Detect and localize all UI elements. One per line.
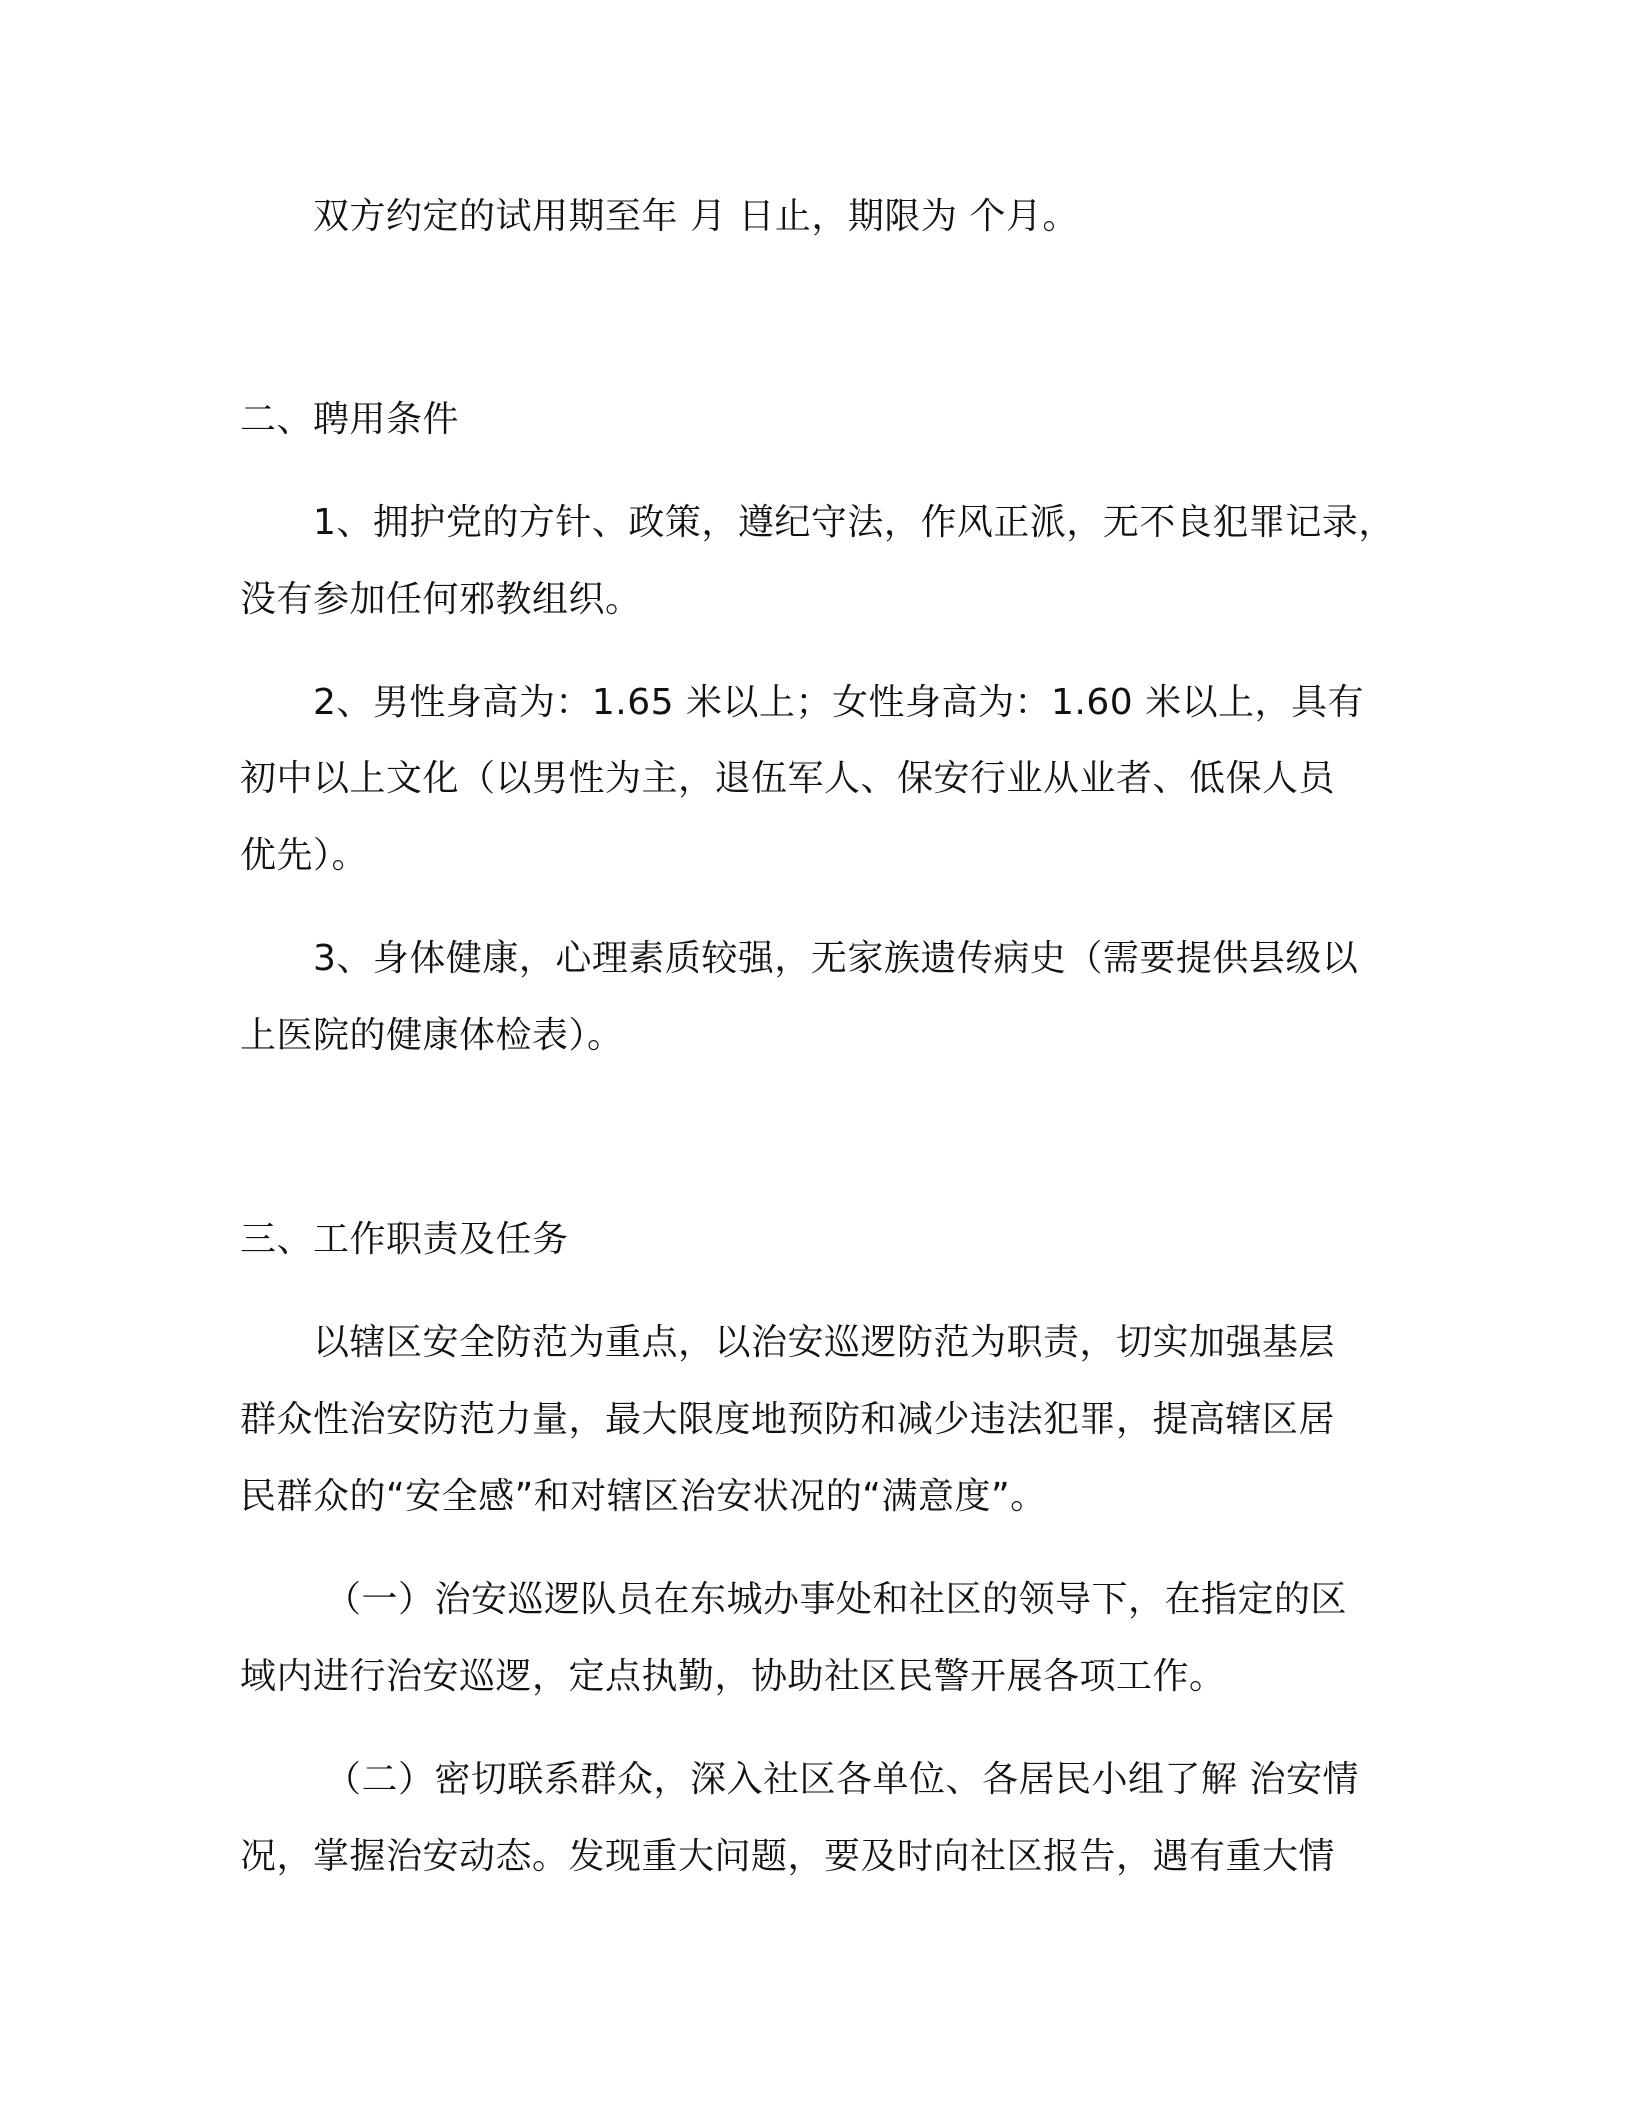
paragraph-line: 以辖区安全防范为重点，以治安巡逻防范为职责，切实加强基层 bbox=[313, 1322, 1336, 1363]
section-heading: 二、聘用条件 bbox=[240, 399, 460, 440]
paragraph-line: 双方约定的试用期至年 月 日止，期限为 个月。 bbox=[313, 196, 1079, 237]
paragraph-line: 况，掌握治安动态。发现重大问题，要及时向社区报告，遇有重大情 bbox=[240, 1836, 1336, 1877]
paragraph-line: （一）治安巡逻队员在东城办事处和社区的领导下，在指定的区 bbox=[325, 1579, 1348, 1620]
paragraph-line: 1、拥护党的方针、政策，遵纪守法，作风正派，无不良犯罪记录， bbox=[313, 502, 1395, 543]
section-heading: 三、工作职责及任务 bbox=[240, 1219, 569, 1260]
paragraph-line: 上医院的健康体检表）。 bbox=[240, 1015, 624, 1056]
paragraph-line: 初中以上文化（以男性为主，退伍军人、保安行业从业者、低保人员 bbox=[240, 758, 1336, 799]
paragraph-line: 群众性治安防范力量，最大限度地预防和减少违法犯罪，提高辖区居 bbox=[240, 1399, 1336, 1440]
paragraph-line: 没有参加任何邪教组织。 bbox=[240, 579, 642, 620]
paragraph-line: 民群众的“安全感”和对辖区治安状况的“满意度”。 bbox=[240, 1476, 1047, 1517]
paragraph-line: 2、男性身高为：1.65 米以上；女性身高为：1.60 米以上，具有 bbox=[313, 682, 1365, 723]
paragraph-line: （二）密切联系群众，深入社区各单位、各居民小组了解 治安情 bbox=[325, 1759, 1359, 1800]
paragraph-line: 3、身体健康，心理素质较强，无家族遗传病史（需要提供县级以 bbox=[313, 938, 1359, 979]
paragraph-line: 域内进行治安巡逻，定点执勤，协助社区民警开展各项工作。 bbox=[240, 1656, 1226, 1697]
paragraph-line: 优先）。 bbox=[240, 835, 369, 876]
